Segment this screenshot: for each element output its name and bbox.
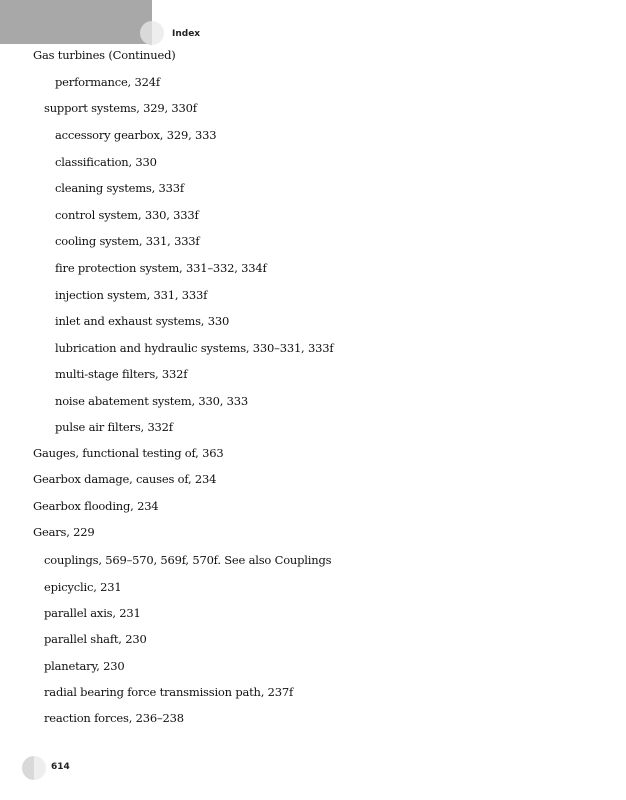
index-entry: parallel shaft, 230: [44, 632, 147, 646]
index-entry: cleaning systems, 333f: [55, 181, 184, 195]
index-entry: control system, 330, 333f: [55, 208, 199, 222]
index-entry: planetary, 230: [44, 659, 125, 673]
index-entry: classification, 330: [55, 155, 157, 169]
footer-tab-circle: [22, 756, 46, 780]
running-head: Index: [172, 29, 201, 39]
index-entry: noise abatement system, 330, 333: [55, 394, 249, 408]
index-entry: radial bearing force transmission path, 237f: [44, 685, 294, 699]
index-entry: fire protection system, 331–332, 334f: [55, 261, 267, 275]
index-entry: cooling system, 331, 333f: [55, 234, 200, 248]
index-entry: lubrication and hydraulic systems, 330–331, 333f: [55, 341, 334, 355]
index-entry: Gearbox flooding, 234: [33, 499, 159, 513]
index-entry: accessory gearbox, 329, 333: [55, 128, 217, 142]
index-entry: parallel axis, 231: [44, 606, 141, 620]
index-entry: couplings, 569–570, 569f, 570f. See also Couplings: [44, 553, 332, 567]
index-entry: performance, 324f: [55, 75, 160, 89]
index-entry: support systems, 329, 330f: [44, 101, 197, 115]
index-entry: pulse air filters, 332f: [55, 420, 173, 434]
index-entry: injection system, 331, 333f: [55, 288, 208, 302]
index-entry: Gauges, functional testing of, 363: [33, 446, 224, 460]
index-entry: Gas turbines (Continued): [33, 48, 176, 62]
index-entry: multi-stage filters, 332f: [55, 367, 188, 381]
index-entry: reaction forces, 236–238: [44, 711, 184, 725]
header-tab-block: [0, 0, 152, 44]
page-number: 614: [51, 762, 70, 772]
index-entry: epicyclic, 231: [44, 580, 122, 594]
header-tab-circle: [140, 21, 164, 45]
index-entry: Gears, 229: [33, 525, 95, 539]
index-entry: Gearbox damage, causes of, 234: [33, 472, 217, 486]
index-entry: inlet and exhaust systems, 330: [55, 314, 230, 328]
